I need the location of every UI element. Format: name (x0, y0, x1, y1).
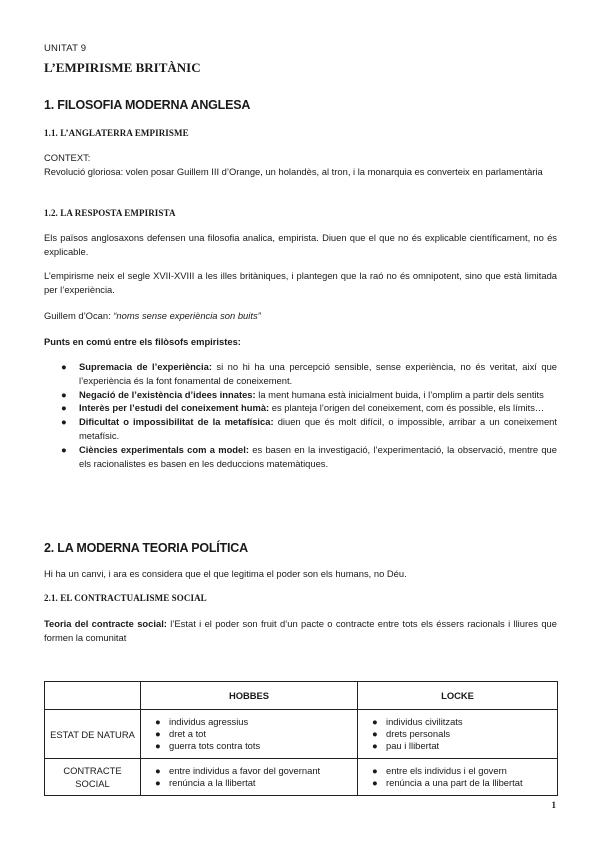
bullet-label: Supremacia de l’experiència: (79, 361, 212, 372)
context-text: Revolució gloriosa: volen posar Guillem III d’Orange, un holandès, al tron, i la monarquia es converteix en parlamentària (44, 166, 543, 177)
table-header-row (45, 682, 558, 710)
bullet-icon: ● (372, 728, 378, 739)
bullet-icon: ● (155, 777, 161, 788)
table-cell-locke (358, 710, 558, 759)
list-item (44, 360, 557, 388)
cell-item (364, 765, 551, 777)
cell-item-text: dret a tot (169, 728, 207, 739)
table-row (45, 710, 558, 759)
bullet-icon: ● (155, 728, 161, 739)
table-header-hobbes: HOBBES (141, 682, 358, 710)
quote-line (44, 309, 557, 323)
cell-item-text: individus civilitzats (386, 716, 463, 727)
quote-text: “noms sense experiència son buits” (113, 310, 261, 321)
contract-theory-text: l’Estat i el poder son fruit d’un pacte o contracte entre tots els éssers racionals i lliures que formen la comunitat (44, 618, 557, 643)
cell-item-text: individus agressius (169, 716, 249, 727)
bullet-icon: ● (372, 716, 378, 727)
list-item (44, 415, 557, 443)
bullet-icon: ● (61, 443, 67, 455)
bullet-text: si no hi ha una percepció sensible, sense experiència, no és veritat, així que l’experiència és la font fonamental de coneixement. (79, 361, 557, 386)
table-cell-locke (358, 759, 558, 796)
table-cell-hobbes (141, 710, 358, 759)
cell-item (147, 777, 351, 789)
bullet-icon: ● (372, 777, 378, 788)
cell-item (364, 716, 551, 728)
bullet-text: la ment humana està inicialment buida, i l’omplim a partir dels sentits (255, 388, 544, 400)
bullet-label: Interès per l’estudi del coneixement humà: (79, 402, 270, 414)
row-label-contracte-social: CONTRACTE SOCIAL (45, 759, 141, 796)
cell-item-text: drets personals (386, 728, 451, 739)
empirisme-paragraph-1: Els països anglosaxons defensen una filosofia analica, empirista. Diuen que el que no és explicable científicament, no és explicable. (44, 232, 557, 257)
cell-item (147, 740, 351, 752)
subsection-1-1-heading: 1.1. L’ANGLATERRA EMPIRISME (44, 128, 189, 138)
table-header-locke: LOCKE (358, 682, 558, 710)
table-header-empty (45, 682, 141, 710)
cell-item-text: pau i llibertat (386, 740, 440, 751)
bullet-text: es planteja l’origen del coneixement, com és possible, els límits… (269, 402, 545, 414)
section2-heading: 2. LA MODERNA TEORIA POLÍTICA (44, 541, 248, 555)
contract-theory-label: Teoria del contracte social: (44, 618, 167, 629)
list-item (44, 443, 557, 471)
page-number: 1 (551, 800, 556, 810)
bullet-text: diuen que és molt difícil, o impossible, arribar a un coneixement metafísic. (79, 416, 557, 441)
bullet-icon: ● (155, 765, 161, 776)
cell-item (364, 740, 551, 752)
bullet-icon: ● (61, 361, 67, 372)
points-heading: Punts en comú entre els filòsofs empiristes: (44, 336, 241, 347)
subsection-1-2-heading: 1.2. LA RESPOSTA EMPIRISTA (44, 208, 176, 218)
bullet-label: Negació de l’existència d’idees innates: (79, 388, 256, 400)
bullet-label: Ciències experimentals com a model: (79, 443, 249, 455)
quote-author: Guillem d’Ocan: (44, 310, 114, 321)
cell-item (147, 716, 351, 728)
list-item (44, 401, 557, 415)
bullet-text: es basen en la investigació, l’experimentació, la observació, mentre que els racionalistes es basen en les deduccions matemàtiques. (79, 443, 557, 469)
empirisme-paragraph-2: L’empirisme neix el segle XVII-XVIII a les illes britàniques, i plantegen que la raó no és omnipotent, sino que està limitada per l’experiència. (44, 270, 557, 295)
bullet-icon: ● (155, 740, 161, 751)
bullet-icon: ● (155, 716, 161, 727)
bullet-icon: ● (372, 765, 378, 776)
bullet-label: Dificultat o impossibilitat de la metafísica: (79, 416, 274, 428)
unit-label: UNITAT 9 (44, 43, 87, 54)
cell-item (364, 777, 551, 789)
bullet-icon: ● (61, 402, 67, 414)
empiricist-points-list (44, 360, 557, 470)
cell-item-text: renúncia a una part de la llibertat (386, 777, 523, 788)
cell-item-text: guerra tots contra tots (169, 740, 261, 751)
list-item (44, 388, 557, 402)
bullet-icon: ● (61, 416, 67, 428)
cell-item-text: renúncia a la llibertat (169, 777, 256, 788)
cell-item (364, 728, 551, 740)
table-row (45, 759, 558, 796)
bullet-icon: ● (61, 388, 67, 400)
context-label: CONTEXT: (44, 152, 91, 163)
section1-heading: 1. FILOSOFIA MODERNA ANGLESA (44, 98, 251, 112)
row-label-estat-de-natura: ESTAT DE NATURA (45, 710, 141, 759)
contract-theory-paragraph (44, 617, 557, 645)
subsection-2-1-heading: 2.1. EL CONTRACTUALISME SOCIAL (44, 593, 207, 603)
cell-item-text: entre individus a favor del governant (169, 765, 321, 776)
page-title: L’EMPIRISME BRITÀNIC (44, 60, 201, 75)
section2-intro: Hi ha un canvi, i ara es considera que el que legitima el poder son els humans, no Déu. (44, 568, 407, 579)
cell-item-text: entre els individus i el govern (386, 765, 507, 776)
cell-item (147, 728, 351, 740)
hobbes-locke-table (44, 681, 558, 796)
table-cell-hobbes (141, 759, 358, 796)
cell-item (147, 765, 351, 777)
bullet-icon: ● (372, 740, 378, 751)
